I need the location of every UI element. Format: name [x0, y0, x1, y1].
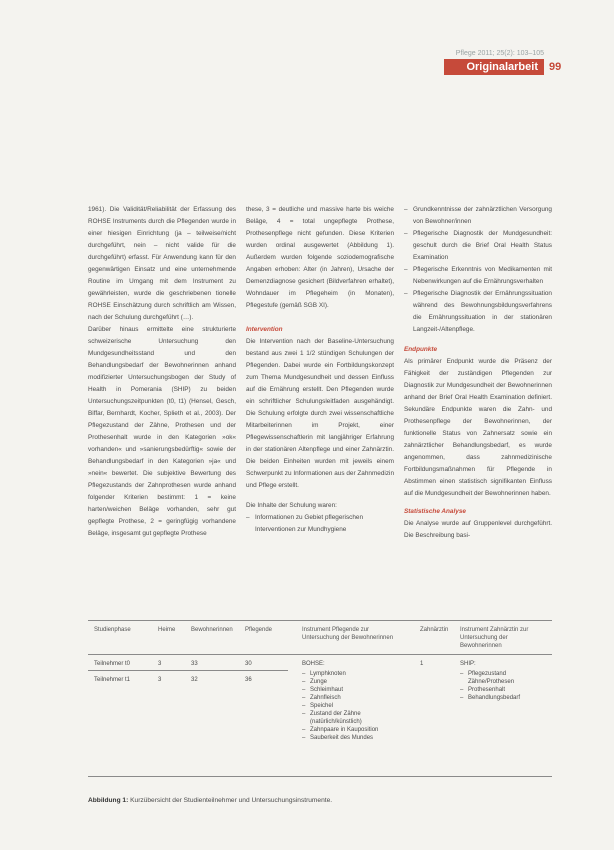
- paragraph: Die Analyse wurde auf Gruppenlevel durchgeführt. Die Beschreibung basi-: [404, 520, 552, 539]
- list-item: – Informationen zu Gebiet pflegerischen Interventionen zur Mundhygiene: [246, 512, 394, 536]
- table-rule: [88, 776, 552, 777]
- table-cell: BOHSE:: [302, 661, 325, 667]
- list-item: – Speichel: [302, 702, 402, 710]
- list-item: – Zustand der Zähne (natürlich/künstlich): [302, 710, 402, 726]
- text-column-1: [88, 204, 236, 540]
- paragraph: 1961). Die Validität/Reliabilität der Erfassung des ROHSE Instruments durch die Pflegenden wurde in einer hiesigen Einrichtung (ja – teilweise/nicht durchgeführt, nein – nicht valide für die durchgeführt) erfasst. Für Anwendung kann für den gegenwärtigen Einsatz und eine unternehmende Routine im Umgang mit dem Instrument zu gewährleisten, wurde die geschriebenen tionelle ROHSE Einschätzung durch schriftlich am Wissen, nach der Schulung durchgeführt (…).: [88, 206, 236, 321]
- caption-label: Abbildung 1:: [88, 797, 129, 804]
- table-cell: 36: [245, 677, 252, 683]
- study-overview-table: [88, 620, 552, 788]
- col-header-studienphase: Studienphase: [94, 627, 131, 633]
- table-cell: Teilnehmer t0: [94, 661, 131, 667]
- list-item: – Pflegerische Diagnostik der Ernährungssituation während des Bewohnungsbildungsverfahrens die Ernährungssituation in der stationären Langzeit-/Altenpflege.: [404, 288, 552, 336]
- list-item: – Pflegezustand Zähne/Prothesen: [460, 670, 550, 686]
- paragraph: Darüber hinaus ermittelte eine strukturierte schweizerische Untersuchung den Mundgesundheitsstand und den Behandlungsbedarf der Bewohnerinnen anhand modifizierter Untersuchungsbogen der Study of Health in Pomerania (SHIP) zu beiden Untersuchungszeitpunkten (t0, t1) (Hensel, Gesch, Biffar, Bernhardt, Kocher, Splieth et al., 2003). Der Pflegezustand der Zähne, Prothesen und der Prothesenhalt wurde in den Kategorien »ok« vorhanden« und »sanierungsbedürftig« sowie der Behandlungsbedarf in den Kategorien »ja« und »nein« bewertet. Die subjektive Bewertung des Pflegezustands der Zahnprothesen wurde anhand folgender Kriterien bestimmt: 1 = keine harten/weichen Beläge vorhanden, sehr gut gepflegte Prothese, 2 = geringfügig vorhandene Beläge, insgesamt gut gepflegte Prothese: [88, 326, 236, 537]
- table-rule: [88, 620, 552, 621]
- table-cell: 33: [191, 661, 198, 667]
- col-header-instrument-pflegende: Instrument Pflegende zur Untersuchung der Bewohnerinnen: [302, 627, 394, 641]
- table-rule: [88, 654, 552, 655]
- section-heading-endpunkte: Endpunkte: [404, 346, 438, 353]
- list-item: – Zahnpaare in Kauposition: [302, 726, 402, 734]
- col-header-bewohner: Bewohnerinnen: [191, 627, 233, 633]
- text-column-2: [246, 204, 394, 536]
- section-label: Originalarbeit: [444, 59, 544, 75]
- table-rule: [88, 670, 288, 671]
- ship-list: [460, 670, 550, 702]
- bullet-list: [246, 512, 394, 536]
- table-cell: 32: [191, 677, 198, 683]
- list-item: – Pflegerische Erkenntnis von Medikamenten mit Nebenwirkungen auf die Ernährungsverhalten: [404, 264, 552, 288]
- list-item: – Schleimhaut: [302, 686, 402, 694]
- list-item: – Zunge: [302, 678, 402, 686]
- page-number: 99: [549, 61, 562, 73]
- col-header-zahnaerztin: Zahnärztin: [420, 627, 449, 633]
- col-header-instrument-zahnaerztin: Instrument Zahnärztin zur Untersuchung der Bewohnerinnen: [460, 627, 529, 649]
- figure-caption: [88, 797, 332, 804]
- journal-reference: Pflege 2011; 25(2): 103–105: [455, 50, 544, 57]
- list-item: – Zahnfleisch: [302, 694, 402, 702]
- text-column-3: [404, 204, 552, 542]
- caption-text: Kurzübersicht der Studienteilnehmer und Untersuchungsinstrumente.: [130, 797, 333, 804]
- bullet-list: [404, 204, 552, 336]
- paragraph: Die Inhalte der Schulung waren:: [246, 502, 337, 509]
- table-cell: Teilnehmer t1: [94, 677, 131, 683]
- section-heading-analyse: Statistische Analyse: [404, 508, 466, 515]
- list-item: – Grundkenntnisse der zahnärztlichen Versorgung von Bewohner/innen: [404, 204, 552, 228]
- list-item: – Prothesenhalt: [460, 686, 550, 694]
- col-header-heime: Heime: [158, 627, 176, 633]
- table-cell: 1: [420, 661, 424, 667]
- col-header-pflegende: Pflegende: [245, 627, 273, 633]
- paragraph: Als primärer Endpunkt wurde die Präsenz der Fähigkeit der zuständigen Pflegenden zur Diagnostik zur Mundgesundheit der Bewohnerinnen anhand der Brief Oral Health Examination definiert. Sekundäre Endpunkte waren die Zahn- und Prothesenpflege der Bewohnerinnen, der funktionelle Status von Zahnersatz sowie ein zahnärztlicher Behandlungsbedarf, es wurde angenommen, dass zahnmedizinische Fortbildungsmaßnahmen für Pflegende in Abstimmen einen statistisch signifikanten Einfluss auf die Mundgesundheit der Bewohnerinnen haben.: [404, 358, 552, 497]
- bohse-list: [302, 670, 402, 742]
- list-item: – Pflegerische Diagnostik der Mundgesundheit: geschult durch die Brief Oral Health Status Examination: [404, 228, 552, 264]
- paragraph: Die Intervention nach der Baseline-Untersuchung bestand aus zwei 1 1/2 stündigen Schulungen der Pflegenden. Dabei wurde ein Fortbildungskonzept zum Thema Mundgesundheit und dessen Einfluss auf die Ernährung erstellt. Den Pflegenden wurde ein schriftlicher Schulungsleitfaden ausgehändigt. Die Schulung erfolgte durch zwei wissenschaftliche Mitarbeiterinnen im Projekt, einer Pflegewissenschaftlerin mit langjähriger Erfahrung in der stationären Altenpflege und einer Zahnärztin. Die beiden Einheiten wurden mit jeweils einem Schwerpunkt zu Informationen aus der Zahnmedizin und Pflege erstellt.: [246, 338, 394, 489]
- table-cell: 3: [158, 661, 162, 667]
- section-heading-intervention: Intervention: [246, 326, 283, 333]
- list-item: – Behandlungsbedarf: [460, 694, 550, 702]
- paragraph: these, 3 = deutliche und massive harte bis weiche Beläge, 4 = total ungepflegte Prothese, Prothesenpflege nicht gefunden. Diese Kriterien wurden ordinal ausgewertet (Abbildung 1). Außerdem wurden folgende soziodemografische Angaben erhoben: Alter (in Jahren), Ursache der Demenzdiagnose gesichert (Bildverfahren erhaltet), Wohndauer im Pflegeheim (in Monaten), Pflegestufe (gemäß SGB XI).: [246, 206, 394, 309]
- list-item: – Sauberkeit des Mundes: [302, 734, 402, 742]
- table-cell: SHIP:: [460, 661, 476, 667]
- table-cell: 30: [245, 661, 252, 667]
- table-cell: 3: [158, 677, 162, 683]
- list-item: – Lymphknoten: [302, 670, 402, 678]
